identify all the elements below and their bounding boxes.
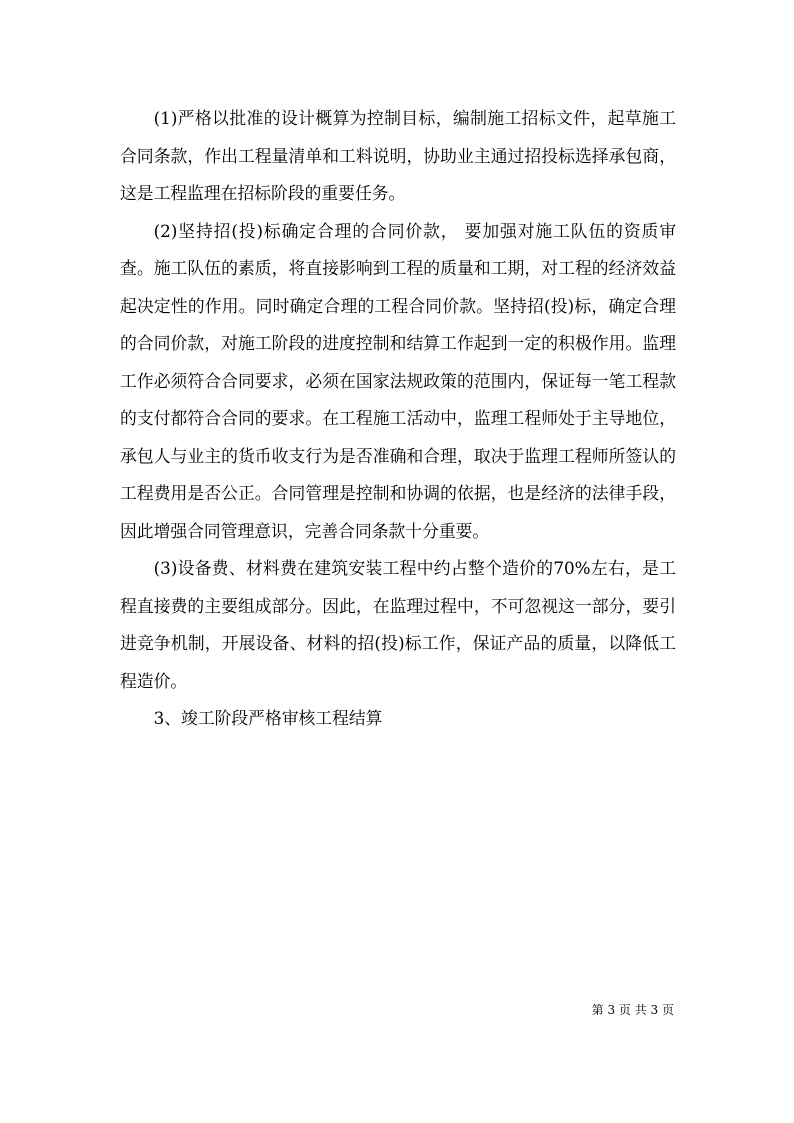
- page-number: 第 3 页 共 3 页: [591, 1003, 674, 1017]
- paragraph-2: (2)坚持招(投)标确定合理的合同价款， 要加强对施工队伍的资质审查。施工队伍的素质，将直接影响到工程的质量和工期，对工程的经济效益起决定性的作用。同时确定合理的工程合同价款。坚持招(投)标，确定合理的合同价款，对施工阶段的进度控制和结算工作起到一定的积极作用。监理工作必须符合合同要求，必须在国家法规政策的范围内，保证每一笔工程款的支付都符合合同的要求。在工程施工活动中，监理工程师处于主导地位，承包人与业主的货币收支行为是否准确和合理，取决于监理工程师所签认的工程费用是否公正。合同管理是控制和协调的依据，也是经济的法律手段，因此增强合同管理意识，完善合同条款十分重要。: [120, 220, 676, 541]
- paragraph-1: (1)严格以批准的设计概算为控制目标，编制施工招标文件，起草施工合同条款，作出工程量清单和工料说明，协助业主通过招投标选择承包商，这是工程监理在招标阶段的重要任务。: [120, 108, 676, 203]
- section-heading: 3、竣工阶段严格审核工程结算: [153, 708, 383, 728]
- paragraph-3: (3)设备费、材料费在建筑安装工程中约占整个造价的70%左右，是工程直接费的主要组成部分。因此，在监理过程中，不可忽视这一部分，要引进竞争机制，开展设备、材料的招(投)标工作，保证产品的质量，以降低工程造价。: [120, 558, 676, 691]
- document-body: [120, 100, 676, 738]
